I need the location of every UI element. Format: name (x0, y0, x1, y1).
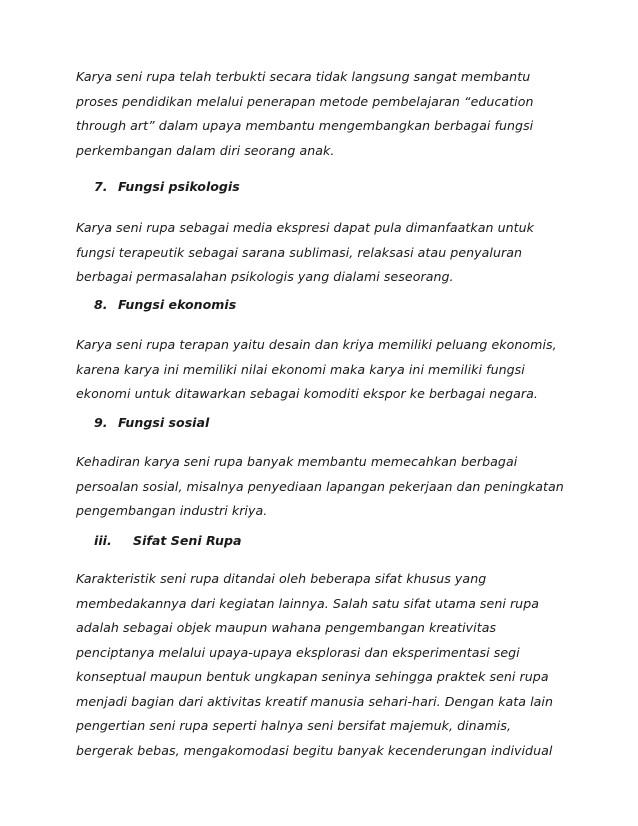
text-line: berbagai permasalahan psikologis yang dialami seseorang. (76, 269, 454, 284)
paragraph-sifat (76, 567, 576, 763)
text-line: menjadi bagian dari aktivitas kreatif manusia sehari-hari. Dengan kata lain (76, 693, 554, 709)
text-line: pengertian seni rupa seperti halnya seni bersifat majemuk, dinamis, (76, 718, 511, 733)
heading-text: Fungsi ekonomis (118, 297, 237, 312)
heading-number: iii. (94, 533, 112, 548)
text-line: Karakteristik seni rupa ditandai oleh beberapa sifat khusus yang (76, 571, 487, 586)
text-line: membedakannya dari kegiatan lainnya. Salah satu sifat utama seni rupa (76, 595, 540, 611)
heading-text: Sifat Seni Rupa (133, 533, 242, 548)
text-line: Kehadiran karya seni rupa banyak membantu memecahkan berbagai (76, 454, 518, 469)
heading-text: Fungsi sosial (118, 415, 210, 430)
text-line: karena karya ini memiliki nilai ekonomi maka karya ini memiliki fungsi (76, 361, 525, 377)
text-line: Karya seni rupa terapan yaitu desain dan kriya memiliki peluang ekonomis, (76, 337, 557, 352)
paragraph-intro (76, 65, 576, 163)
heading-sifat-seni-rupa (94, 531, 242, 551)
heading-fungsi-psikologis (94, 177, 240, 197)
text-line: bergerak bebas, mengakomodasi begitu banyak kecenderungan individual (76, 742, 553, 758)
text-line: perkembangan dalam diri seorang anak. (76, 142, 335, 158)
text-line: Karya seni rupa sebagai media ekspresi dapat pula dimanfaatkan untuk (76, 220, 534, 235)
text-line: konseptual maupun bentuk ungkapan seninya sehingga praktek seni rupa (76, 669, 549, 684)
paragraph-psikologis (76, 216, 576, 290)
heading-fungsi-sosial (94, 413, 209, 433)
text-line: fungsi terapeutik sebagai sarana sublimasi, relaksasi atau penyaluran (76, 244, 523, 260)
text-line: penciptanya melalui upaya-upaya eksplorasi dan eksperimentasi segi (76, 644, 520, 660)
text-line: proses pendidikan melalui penerapan metode pembelajaran “education (76, 93, 534, 109)
text-line: ekonomi untuk ditawarkan sebagai komoditi ekspor ke berbagai negara. (76, 386, 538, 401)
text-line: adalah sebagai objek maupun wahana pengembangan kreativitas (76, 620, 497, 635)
heading-number: 7. (94, 179, 108, 194)
paragraph-sosial (76, 450, 576, 524)
text-line: through art” dalam upaya membantu mengembangkan berbagai fungsi (76, 118, 534, 133)
text-line: pengembangan industri kriya. (76, 503, 268, 518)
heading-number: 9. (94, 415, 108, 430)
text-line: Karya seni rupa telah terbukti secara tidak langsung sangat membantu (76, 69, 531, 84)
heading-fungsi-ekonomis (94, 295, 236, 315)
paragraph-ekonomis (76, 333, 576, 407)
text-line: persoalan sosial, misalnya penyediaan lapangan pekerjaan dan peningkatan (76, 478, 564, 494)
heading-number: 8. (94, 297, 108, 312)
heading-text: Fungsi psikologis (118, 179, 240, 194)
